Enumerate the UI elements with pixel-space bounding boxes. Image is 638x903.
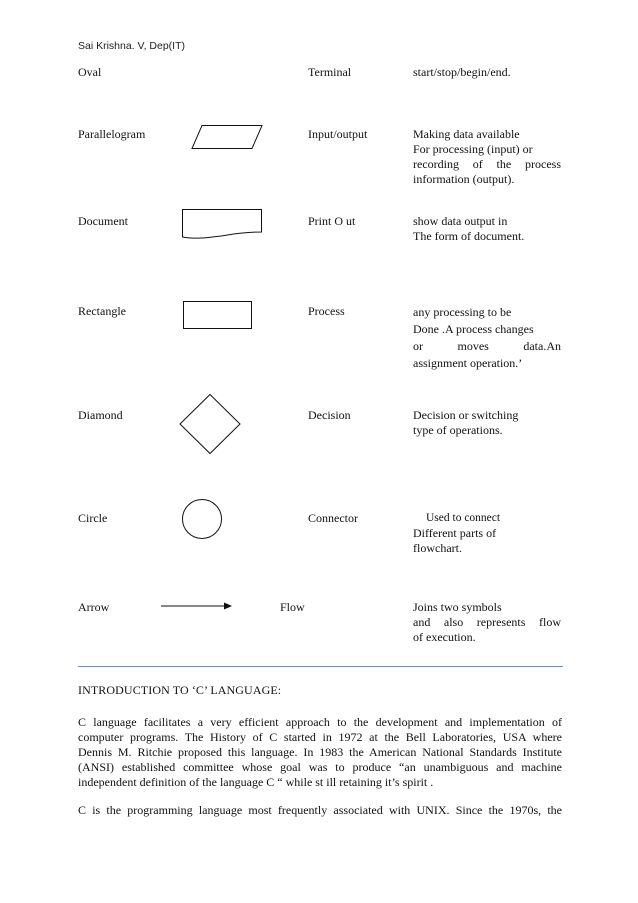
circle-icon	[181, 498, 223, 540]
symbol-description-parallelogram	[413, 127, 561, 187]
description-line: The form of document.	[413, 229, 525, 243]
symbol-function-input-output: Input/output	[308, 127, 368, 141]
symbol-name-oval: Oval	[78, 65, 102, 79]
symbol-description-rectangle	[413, 304, 561, 372]
symbol-function-flow: Flow	[280, 600, 305, 614]
paragraph-line: C language facilitates a very efficient approach to the development and implementation of	[78, 715, 562, 729]
symbol-function-terminal: Terminal	[308, 65, 352, 79]
paragraph-line: computer programs. The History of C started in 1972 at the Bell Laboratories, USA where	[78, 730, 562, 744]
paragraph-line: Dennis M. Ritchie proposed this language. In 1983 the American National Standards Institute	[78, 745, 562, 759]
section-heading: INTRODUCTION TO ‘C’ LANGUAGE:	[78, 683, 282, 697]
description-line: recording of the process	[413, 157, 561, 171]
symbol-name-circle: Circle	[78, 511, 108, 525]
symbol-description-circle	[413, 511, 561, 556]
description-line: show data output in	[413, 214, 508, 228]
description-line: or moves data.An	[413, 339, 561, 353]
diamond-icon	[178, 393, 242, 455]
description-line: Done .A process changes	[413, 322, 534, 336]
paragraph-line: C is the programming language most frequently associated with UNIX. Since the 1970s, the	[78, 803, 562, 817]
symbol-function-print-out: Print O ut	[308, 214, 356, 228]
section-divider	[78, 666, 563, 667]
description-line: type of operations.	[413, 423, 503, 437]
description-line: any processing to be	[413, 305, 512, 319]
symbol-description-document	[413, 214, 561, 244]
symbol-function-decision: Decision	[308, 408, 351, 422]
symbol-name-parallelogram: Parallelogram	[78, 127, 146, 141]
description-line: and also represents flow	[413, 615, 561, 629]
description-line: flowchart.	[413, 541, 462, 555]
description-line: assignment operation.’	[413, 356, 523, 370]
description-line: For processing (input) or	[413, 142, 533, 156]
description-line: Making data available	[413, 127, 520, 141]
intro-paragraph-2	[78, 803, 562, 818]
symbol-name-document: Document	[78, 214, 128, 228]
paragraph-line: (ANSI) established committee whose goal was to produce “an unambiguous and machine	[78, 760, 562, 774]
description-line: Joins two symbols	[413, 600, 502, 614]
symbol-name-diamond: Diamond	[78, 408, 123, 422]
symbol-function-process: Process	[308, 304, 345, 318]
symbol-description-arrow	[413, 600, 561, 645]
symbol-name-rectangle: Rectangle	[78, 304, 126, 318]
symbol-description-diamond	[413, 408, 561, 438]
description-line: Decision or switching	[413, 408, 519, 422]
symbol-function-connector: Connector	[308, 511, 358, 525]
symbol-name-arrow: Arrow	[78, 600, 110, 614]
page-header: Sai Krishna. V, Dep(IT)	[78, 40, 185, 52]
symbol-description-oval	[413, 65, 561, 80]
description-line: information (output).	[413, 172, 515, 186]
arrow-icon	[160, 600, 234, 612]
description-line: start/stop/begin/end.	[413, 65, 511, 79]
rectangle-icon	[182, 300, 254, 330]
parallelogram-icon	[190, 124, 264, 150]
description-line: Used to connect	[426, 512, 501, 524]
intro-paragraph-1	[78, 715, 562, 790]
paragraph-line: independent definition of the language C “ while st ill retaining it’s spirit .	[78, 775, 434, 789]
document-icon	[181, 208, 263, 242]
description-line: of execution.	[413, 630, 476, 644]
description-line: Different parts of	[413, 526, 497, 540]
